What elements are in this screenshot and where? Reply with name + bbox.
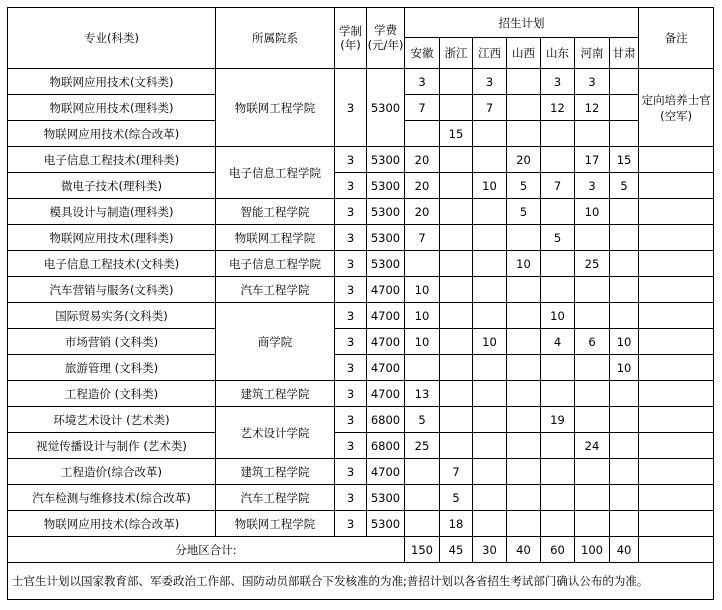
note-cell-empty (639, 303, 714, 329)
count-cell: 5 (507, 199, 541, 225)
count-cell: 19 (541, 407, 575, 433)
header-plan: 招生计划 (405, 8, 639, 38)
count-cell (405, 121, 440, 147)
total-cell: 60 (541, 537, 575, 563)
years-cell: 3 (335, 459, 367, 485)
count-cell: 5 (405, 407, 440, 433)
major-cell: 物联网应用技术(理科类) (8, 225, 216, 251)
count-cell: 3 (575, 173, 610, 199)
count-cell (440, 303, 473, 329)
count-cell (405, 459, 440, 485)
table-row (8, 485, 714, 511)
count-cell: 7 (440, 459, 473, 485)
count-cell (575, 407, 610, 433)
count-cell: 5 (610, 173, 639, 199)
years-cell: 3 (335, 199, 367, 225)
count-cell (440, 173, 473, 199)
count-cell: 3 (405, 69, 440, 95)
count-cell (541, 121, 575, 147)
fee-cell: 4700 (367, 459, 405, 485)
count-cell (405, 251, 440, 277)
fee-cell: 5300 (367, 147, 405, 173)
enrollment-plan-table (7, 7, 714, 600)
note-cell-empty (639, 199, 714, 225)
fee-cell: 5300 (367, 485, 405, 511)
dept-cell: 物联网工程学院 (216, 511, 335, 537)
count-cell (440, 381, 473, 407)
count-cell (541, 485, 575, 511)
count-cell: 13 (405, 381, 440, 407)
count-cell (473, 277, 507, 303)
count-cell (405, 485, 440, 511)
count-cell (575, 459, 610, 485)
note-cell-empty (639, 511, 714, 537)
count-cell (473, 251, 507, 277)
count-cell: 10 (575, 199, 610, 225)
count-cell (575, 303, 610, 329)
count-cell (440, 329, 473, 355)
count-cell (440, 407, 473, 433)
count-cell (507, 121, 541, 147)
province-header: 山西 (507, 38, 541, 69)
count-cell (541, 147, 575, 173)
count-cell (541, 251, 575, 277)
count-cell (473, 381, 507, 407)
count-cell: 6 (575, 329, 610, 355)
count-cell (507, 433, 541, 459)
years-cell: 3 (335, 303, 367, 329)
count-cell (541, 199, 575, 225)
count-cell (541, 433, 575, 459)
major-cell: 视觉传播设计与制作 (艺术类) (8, 433, 216, 459)
note-cell: 定向培养士官(空军) (639, 69, 714, 147)
total-cell: 100 (575, 537, 610, 563)
count-cell: 12 (575, 95, 610, 121)
years-cell: 3 (335, 381, 367, 407)
totals-row (8, 537, 714, 563)
total-cell: 150 (405, 537, 440, 563)
dept-cell: 物联网工程学院 (216, 225, 335, 251)
count-cell (610, 95, 639, 121)
count-cell: 7 (541, 173, 575, 199)
count-cell (440, 433, 473, 459)
dept-cell: 建筑工程学院 (216, 459, 335, 485)
count-cell (507, 95, 541, 121)
count-cell (507, 225, 541, 251)
count-cell (440, 355, 473, 381)
note-cell-empty (639, 485, 714, 511)
count-cell: 12 (541, 95, 575, 121)
count-cell: 7 (473, 95, 507, 121)
header-fee: 学费(元/年) (367, 8, 405, 69)
fee-cell: 5300 (367, 173, 405, 199)
table-row (8, 147, 714, 173)
province-header: 江西 (473, 38, 507, 69)
count-cell (575, 511, 610, 537)
note-cell-empty (639, 277, 714, 303)
count-cell: 10 (541, 303, 575, 329)
fee-cell: 4700 (367, 355, 405, 381)
count-cell: 5 (541, 225, 575, 251)
fee-cell: 5300 (367, 511, 405, 537)
count-cell (610, 407, 639, 433)
note-cell-empty (639, 329, 714, 355)
table-row (8, 69, 714, 95)
header-note: 备注 (639, 8, 714, 69)
major-cell: 物联网应用技术(文科类) (8, 69, 216, 95)
years-cell: 3 (335, 355, 367, 381)
province-header: 河南 (575, 38, 610, 69)
footnote: 士官生计划以国家教育部、军委政治工作部、国防动员部联合下发核准的为准;普招计划以各省招生考试部门确认公布的为准。 (8, 563, 714, 600)
count-cell (405, 511, 440, 537)
count-cell (610, 121, 639, 147)
fee-cell: 6800 (367, 433, 405, 459)
count-cell: 20 (405, 147, 440, 173)
count-cell: 5 (440, 485, 473, 511)
count-cell (575, 381, 610, 407)
count-cell: 3 (575, 69, 610, 95)
fee-cell: 4700 (367, 381, 405, 407)
count-cell: 20 (507, 147, 541, 173)
years-cell: 3 (335, 485, 367, 511)
table-row (8, 199, 714, 225)
total-cell: 30 (473, 537, 507, 563)
table-row (8, 329, 714, 355)
note-cell-empty (639, 251, 714, 277)
count-cell: 5 (507, 173, 541, 199)
count-cell: 18 (440, 511, 473, 537)
dept-cell: 智能工程学院 (216, 199, 335, 225)
dept-cell: 物联网工程学院 (216, 69, 335, 147)
major-cell: 工程造价 (文科类) (8, 381, 216, 407)
major-cell: 物联网应用技术(综合改革) (8, 121, 216, 147)
count-cell: 10 (473, 329, 507, 355)
note-cell-empty (639, 225, 714, 251)
count-cell (440, 251, 473, 277)
count-cell (575, 121, 610, 147)
count-cell (473, 407, 507, 433)
years-cell: 3 (335, 277, 367, 303)
fee-cell: 5300 (367, 225, 405, 251)
count-cell (541, 277, 575, 303)
count-cell (507, 485, 541, 511)
major-cell: 电子信息工程技术(文科类) (8, 251, 216, 277)
note-cell-empty (639, 147, 714, 173)
count-cell: 7 (405, 225, 440, 251)
major-cell: 市场营销 (文科类) (8, 329, 216, 355)
province-header: 甘肃 (610, 38, 639, 69)
count-cell: 20 (405, 173, 440, 199)
major-cell: 模具设计与制造(理科类) (8, 199, 216, 225)
major-cell: 汽车营销与服务(文科类) (8, 277, 216, 303)
count-cell (507, 303, 541, 329)
count-cell (610, 303, 639, 329)
note-cell-empty (639, 433, 714, 459)
count-cell (473, 199, 507, 225)
count-cell: 25 (575, 251, 610, 277)
count-cell: 10 (473, 173, 507, 199)
count-cell: 15 (440, 121, 473, 147)
count-cell: 10 (405, 277, 440, 303)
count-cell (610, 381, 639, 407)
count-cell: 17 (575, 147, 610, 173)
fee-cell: 4700 (367, 277, 405, 303)
major-cell: 汽车检测与维修技术(综合改革) (8, 485, 216, 511)
count-cell (507, 69, 541, 95)
count-cell (405, 355, 440, 381)
province-header: 安徽 (405, 38, 440, 69)
count-cell (473, 147, 507, 173)
totals-note-empty (639, 537, 714, 563)
years-cell: 3 (335, 69, 367, 147)
count-cell (473, 433, 507, 459)
count-cell (440, 147, 473, 173)
note-cell-empty (639, 407, 714, 433)
years-cell: 3 (335, 407, 367, 433)
total-cell: 40 (507, 537, 541, 563)
count-cell (610, 433, 639, 459)
count-cell: 10 (610, 355, 639, 381)
dept-cell: 建筑工程学院 (216, 381, 335, 407)
province-header: 山东 (541, 38, 575, 69)
count-cell: 3 (541, 69, 575, 95)
count-cell (440, 277, 473, 303)
totals-label: 分地区合计: (8, 537, 405, 563)
count-cell (440, 225, 473, 251)
major-cell: 工程造价(综合改革) (8, 459, 216, 485)
count-cell (507, 355, 541, 381)
count-cell: 7 (405, 95, 440, 121)
count-cell: 24 (575, 433, 610, 459)
count-cell (473, 355, 507, 381)
dept-cell: 电子信息工程学院 (216, 147, 335, 199)
count-cell (473, 485, 507, 511)
header-row-1 (8, 8, 714, 38)
count-cell (541, 459, 575, 485)
years-cell: 3 (335, 433, 367, 459)
major-cell: 旅游管理 (文科类) (8, 355, 216, 381)
count-cell (507, 381, 541, 407)
count-cell (610, 511, 639, 537)
count-cell (575, 225, 610, 251)
years-cell: 3 (335, 251, 367, 277)
fee-cell: 6800 (367, 407, 405, 433)
count-cell: 20 (405, 199, 440, 225)
count-cell (473, 459, 507, 485)
table-row (8, 277, 714, 303)
major-cell: 电子信息工程技术(理科类) (8, 147, 216, 173)
count-cell (610, 225, 639, 251)
years-cell: 3 (335, 173, 367, 199)
table-row (8, 459, 714, 485)
count-cell: 4 (541, 329, 575, 355)
count-cell (440, 95, 473, 121)
major-cell: 微电子技术(理科类) (8, 173, 216, 199)
table-row (8, 407, 714, 433)
count-cell: 15 (610, 147, 639, 173)
major-cell: 国际贸易实务(文科类) (8, 303, 216, 329)
count-cell (440, 69, 473, 95)
fee-cell: 4700 (367, 303, 405, 329)
table-row (8, 225, 714, 251)
years-cell: 3 (335, 511, 367, 537)
header-major: 专业(科类) (8, 8, 216, 69)
count-cell: 10 (405, 329, 440, 355)
years-cell: 3 (335, 147, 367, 173)
fee-cell: 4700 (367, 329, 405, 355)
count-cell (610, 277, 639, 303)
table-row (8, 303, 714, 329)
total-cell: 40 (610, 537, 639, 563)
table-row (8, 251, 714, 277)
count-cell (507, 511, 541, 537)
count-cell (610, 459, 639, 485)
count-cell (610, 199, 639, 225)
count-cell (440, 199, 473, 225)
header-dept: 所属院系 (216, 8, 335, 69)
count-cell (575, 355, 610, 381)
count-cell (507, 407, 541, 433)
count-cell (610, 251, 639, 277)
dept-cell: 电子信息工程学院 (216, 251, 335, 277)
footnote-row (8, 563, 714, 600)
major-cell: 环境艺术设计 (艺术类) (8, 407, 216, 433)
major-cell: 物联网应用技术(综合改革) (8, 511, 216, 537)
table-row (8, 433, 714, 459)
count-cell (473, 225, 507, 251)
count-cell (575, 485, 610, 511)
count-cell (541, 511, 575, 537)
dept-cell: 汽车工程学院 (216, 277, 335, 303)
count-cell (507, 459, 541, 485)
count-cell (541, 355, 575, 381)
note-cell-empty (639, 459, 714, 485)
table-row (8, 355, 714, 381)
count-cell: 10 (507, 251, 541, 277)
years-cell: 3 (335, 225, 367, 251)
table-row (8, 381, 714, 407)
enrollment-plan-table-wrapper (7, 7, 714, 600)
count-cell (473, 303, 507, 329)
count-cell (575, 277, 610, 303)
fee-cell: 5300 (367, 251, 405, 277)
major-cell: 物联网应用技术(理科类) (8, 95, 216, 121)
count-cell: 3 (473, 69, 507, 95)
note-cell-empty (639, 355, 714, 381)
note-cell-empty (639, 381, 714, 407)
count-cell (610, 485, 639, 511)
count-cell (473, 511, 507, 537)
total-cell: 45 (440, 537, 473, 563)
count-cell: 10 (405, 303, 440, 329)
count-cell: 25 (405, 433, 440, 459)
header-years: 学制(年) (335, 8, 367, 69)
fee-cell: 5300 (367, 199, 405, 225)
dept-cell: 汽车工程学院 (216, 485, 335, 511)
count-cell (507, 329, 541, 355)
dept-cell: 艺术设计学院 (216, 407, 335, 459)
count-cell (610, 69, 639, 95)
count-cell (473, 121, 507, 147)
count-cell: 10 (610, 329, 639, 355)
table-row (8, 173, 714, 199)
note-cell-empty (639, 173, 714, 199)
province-header: 浙江 (440, 38, 473, 69)
years-cell: 3 (335, 329, 367, 355)
dept-cell: 商学院 (216, 303, 335, 381)
table-row (8, 511, 714, 537)
count-cell (541, 381, 575, 407)
fee-cell: 5300 (367, 69, 405, 147)
count-cell (507, 277, 541, 303)
